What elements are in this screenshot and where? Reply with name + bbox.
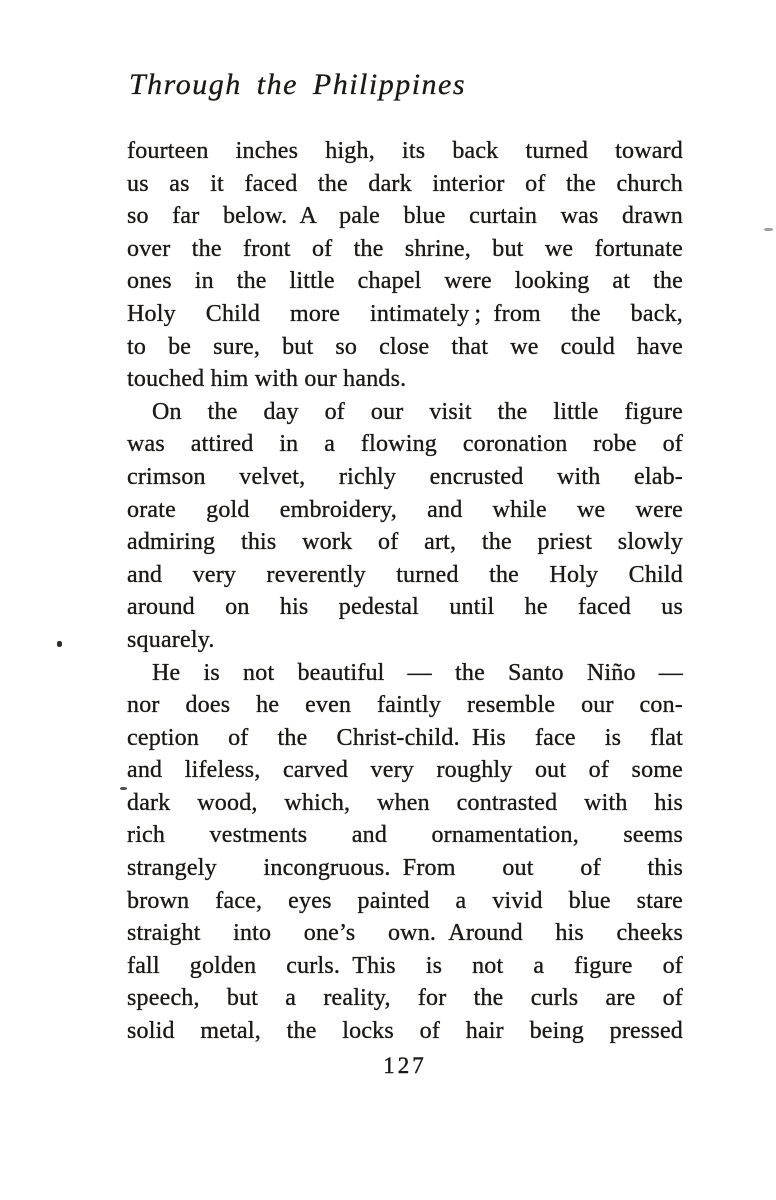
scan-speck	[120, 787, 127, 790]
text-line: touched him with our hands.	[127, 366, 407, 393]
text-line: over the front of the shrine, but we fortunate	[127, 235, 683, 262]
text-line: orate gold embroidery, and while we were	[127, 496, 683, 523]
running-header: Through the Philippines	[129, 68, 467, 101]
text-line: rich vestments and ornamentation, seems	[127, 822, 683, 849]
text-line: was attired in a flowing coronation robe of	[127, 431, 683, 458]
body-text	[127, 135, 683, 1048]
text-line: crimson velvet, richly encrusted with elab-	[127, 463, 683, 490]
text-line: On the day of our visit the little figure	[152, 398, 683, 425]
scan-speck	[57, 641, 62, 647]
page-number: 127	[383, 1053, 427, 1078]
text-line: ception of the Christ-child. His face is flat	[127, 724, 683, 751]
text-line: us as it faced the dark interior of the church	[127, 170, 683, 197]
text-line: and very reverently turned the Holy Child	[127, 561, 683, 588]
text-line: fourteen inches high, its back turned toward	[127, 138, 683, 164]
text-line: and lifeless, carved very roughly out of some	[127, 757, 683, 784]
text-line: so far below. A pale blue curtain was drawn	[127, 203, 683, 230]
text-line: fall golden curls. This is not a figure of	[127, 952, 683, 979]
text-line: speech, but a reality, for the curls are of	[127, 985, 683, 1012]
text-line: strangely incongruous. From out of this	[127, 855, 683, 882]
scan-speck	[764, 228, 773, 231]
text-line: nor does he even faintly resemble our con-	[127, 692, 683, 719]
text-line: dark wood, which, when contrasted with his	[127, 789, 683, 816]
text-line: brown face, eyes painted a vivid blue stare	[127, 887, 683, 914]
text-line: admiring this work of art, the priest slowly	[127, 529, 683, 556]
text-line: to be sure, but so close that we could have	[127, 333, 683, 360]
text-line: straight into one’s own. Around his cheeks	[127, 920, 683, 947]
text-line: ones in the little chapel were looking at the	[127, 268, 683, 295]
text-line: Holy Child more intimately ; from the back,	[127, 300, 683, 327]
text-line: solid metal, the locks of hair being pressed	[127, 1018, 683, 1045]
text-line: squarely.	[127, 626, 215, 653]
text-line: around on his pedestal until he faced us	[127, 594, 683, 621]
text-line: He is not beautiful — the Santo Niño —	[152, 659, 683, 686]
